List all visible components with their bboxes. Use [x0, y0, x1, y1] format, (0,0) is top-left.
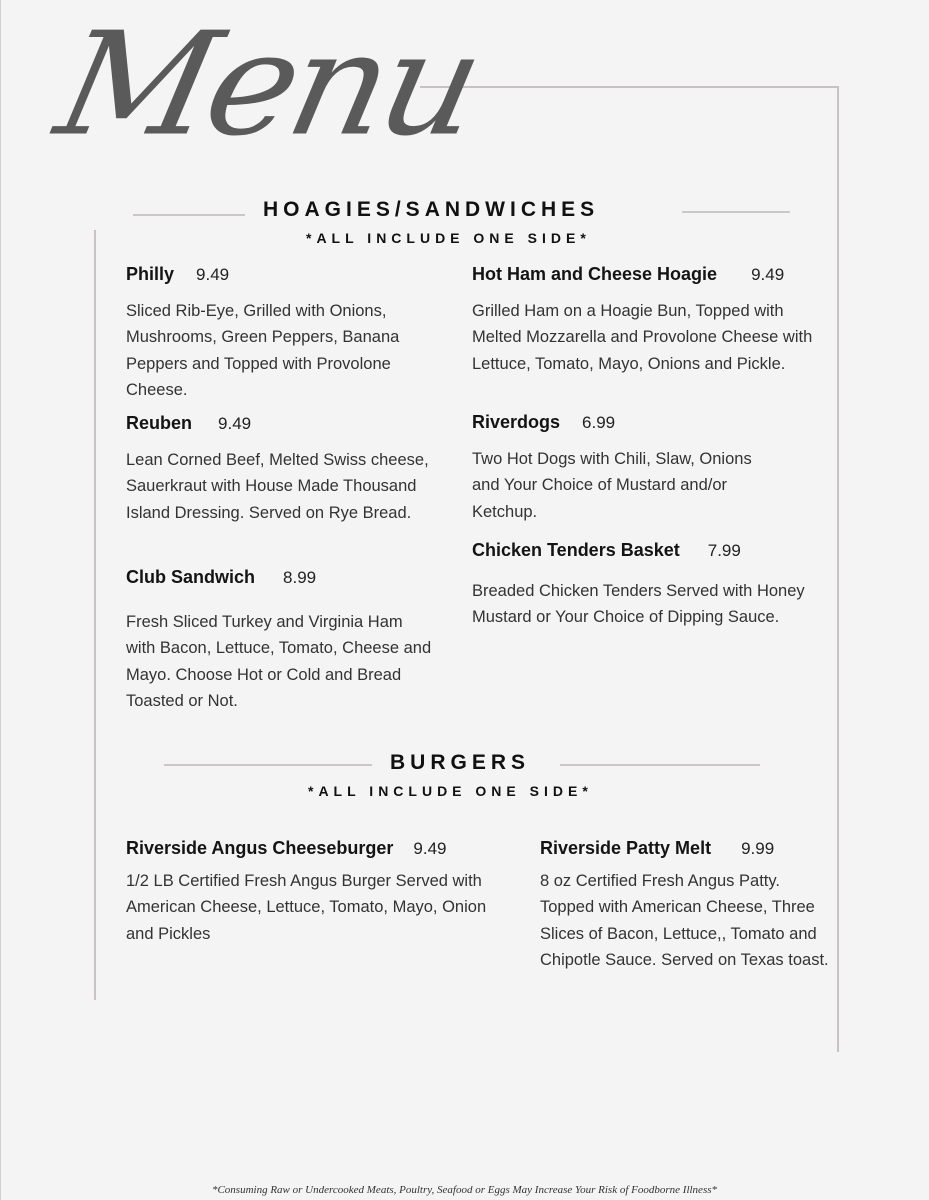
- hoagies-rule-right: [682, 211, 790, 213]
- item-description: Fresh Sliced Turkey and Virginia Ham with Bacon, Lettuce, Tomato, Cheese and Mayo. Choose Hot or Cold and Bread Toasted or Not.: [126, 613, 432, 710]
- burgers-rule-left: [164, 764, 372, 766]
- item-name: Club Sandwich: [126, 567, 256, 587]
- item-price: 9.99: [741, 839, 775, 858]
- item-name: Chicken Tenders Basket: [472, 540, 680, 560]
- item-price: 7.99: [707, 541, 741, 560]
- burgers-rule-right: [560, 764, 760, 766]
- menu-item-riverside-patty-melt: [540, 838, 832, 973]
- item-description: Breaded Chicken Tenders Served with Honey Mustard or Your Choice of Dipping Sauce.: [472, 582, 805, 627]
- menu-item-riverside-angus-cheeseburger: [126, 838, 496, 947]
- frame-top-line: [420, 86, 838, 88]
- item-price: 9.49: [413, 839, 447, 858]
- burgers-heading: BURGERS: [390, 751, 531, 774]
- hoagies-rule-left: [133, 214, 245, 216]
- item-description: 8 oz Certified Fresh Angus Patty. Topped with American Cheese, Three Slices of Bacon, Lettuce,, Tomato and Chipotle Sauce. Served on Texas toast.: [540, 872, 829, 969]
- item-description: Lean Corned Beef, Melted Swiss cheese, Sauerkraut with House Made Thousand Island Dressing. Served on Rye Bread.: [126, 451, 429, 522]
- item-description: Sliced Rib-Eye, Grilled with Onions, Mushrooms, Green Peppers, Banana Peppers and Topped with Provolone Cheese.: [126, 302, 400, 399]
- item-name: Hot Ham and Cheese Hoagie: [472, 264, 718, 284]
- menu-item-chicken-tenders-basket: [472, 540, 822, 631]
- menu-item-philly: [126, 264, 436, 403]
- hoagies-heading: HOAGIES/SANDWICHES: [263, 198, 600, 221]
- menu-item-hot-ham-and-cheese: [472, 264, 822, 377]
- frame-right-line: [837, 86, 839, 1052]
- item-price: 6.99: [582, 413, 616, 432]
- item-description: 1/2 LB Certified Fresh Angus Burger Served with American Cheese, Lettuce, Tomato, Mayo, Onion and Pickles: [126, 872, 487, 943]
- item-name: Riverdogs: [472, 412, 561, 432]
- menu-item-club-sandwich: [126, 567, 436, 714]
- item-name: Riverside Patty Melt: [540, 838, 712, 858]
- item-price: 9.49: [751, 265, 785, 284]
- item-description: Grilled Ham on a Hoagie Bun, Topped with Melted Mozzarella and Provolone Cheese with Lettuce, Tomato, Mayo, Onions and Pickle.: [472, 302, 813, 373]
- item-price: 8.99: [283, 568, 317, 587]
- item-name: Riverside Angus Cheeseburger: [126, 838, 394, 858]
- item-price: 9.49: [196, 265, 230, 284]
- burgers-note: *ALL INCLUDE ONE SIDE*: [308, 783, 593, 799]
- frame-left-line: [94, 230, 96, 1000]
- page-edge: [0, 0, 1, 1200]
- disclaimer: *Consuming Raw or Undercooked Meats, Poultry, Seafood or Eggs May Increase Your Risk of Foodborne Illness*: [211, 1184, 718, 1196]
- item-price: 9.49: [218, 414, 252, 433]
- menu-item-reuben: [126, 413, 436, 526]
- menu-title: Menu: [44, 2, 492, 168]
- item-description: Two Hot Dogs with Chili, Slaw, Onions and Your Choice of Mustard and/or Ketchup.: [472, 450, 752, 521]
- menu-item-riverdogs: [472, 412, 772, 525]
- item-name: Philly: [126, 264, 175, 284]
- hoagies-note: *ALL INCLUDE ONE SIDE*: [306, 230, 591, 246]
- item-name: Reuben: [126, 413, 193, 433]
